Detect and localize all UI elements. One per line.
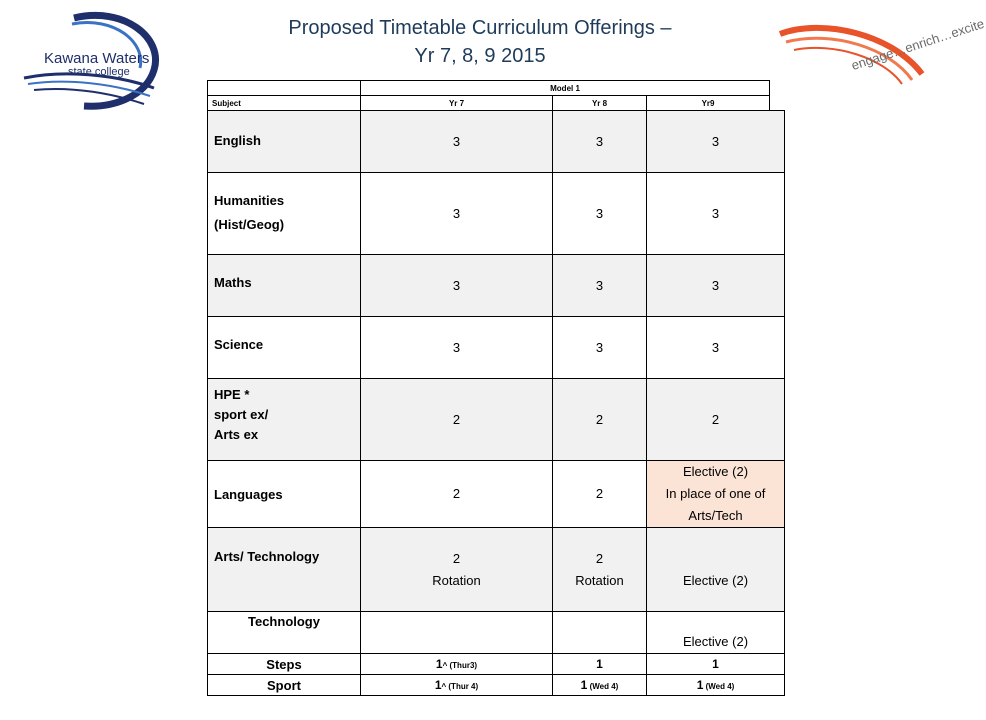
yr9-cell: 3 <box>647 255 785 317</box>
yr7-cell: 1^ (Thur 4) <box>361 675 553 696</box>
table-row <box>208 654 785 675</box>
subject-cell: HPE * sport ex/ Arts ex <box>208 379 361 461</box>
yr7-cell: 3 <box>361 255 553 317</box>
subject-cell: Humanities (Hist/Geog) <box>208 173 361 255</box>
table-row <box>208 173 785 255</box>
yr7-cell: 2 Rotation <box>361 528 553 612</box>
yr9-cell: 3 <box>647 111 785 173</box>
subject-cell: English <box>208 111 361 173</box>
subject-cell: Sport <box>208 675 361 696</box>
yr8-cell: 3 <box>553 111 647 173</box>
table-row <box>208 675 785 696</box>
yr8-cell: 1 <box>553 654 647 675</box>
yr8-cell: 3 <box>553 255 647 317</box>
subject-cell: Maths <box>208 255 361 317</box>
yr8-cell: 2 Rotation <box>553 528 647 612</box>
subject-cell: Steps <box>208 654 361 675</box>
yr9-cell: 1 (Wed 4) <box>647 675 785 696</box>
yr7-cell: 3 <box>361 111 553 173</box>
yr8-cell: 2 <box>553 461 647 528</box>
yr9-cell: 1 <box>647 654 785 675</box>
subject-cell: Languages <box>208 461 361 528</box>
subject-cell: Science <box>208 317 361 379</box>
yr7-cell: 3 <box>361 173 553 255</box>
yr7-cell <box>361 612 553 654</box>
table-row <box>208 528 785 612</box>
title-line-1: Proposed Timetable Curriculum Offerings – <box>288 17 672 39</box>
model-label: Model 1 <box>361 81 770 96</box>
title-line-2: Yr 7, 8, 9 2015 <box>414 45 546 67</box>
table-row <box>208 612 785 654</box>
yr8-cell: 2 <box>553 379 647 461</box>
yr9-cell: 2 <box>647 379 785 461</box>
yr7-cell: 2 <box>361 379 553 461</box>
yr9-cell: Elective (2) In place of one of Arts/Tech <box>647 461 785 528</box>
kawana-waters-logo <box>14 8 164 112</box>
logo-subtitle: state college <box>68 66 130 78</box>
yr9-cell: 3 <box>647 317 785 379</box>
yr8-cell: 3 <box>553 317 647 379</box>
timetable <box>207 80 785 696</box>
header-yr9: Yr9 <box>647 96 770 111</box>
table-row <box>208 111 785 173</box>
subject-cell: Arts/ Technology <box>208 528 361 612</box>
header-subject: Subject <box>208 96 361 111</box>
table-row <box>208 317 785 379</box>
yr7-cell: 2 <box>361 461 553 528</box>
yr8-cell: 3 <box>553 173 647 255</box>
model-row <box>208 81 785 96</box>
header-yr7: Yr 7 <box>361 96 553 111</box>
header-yr8: Yr 8 <box>553 96 647 111</box>
table-row <box>208 461 785 528</box>
tagline: engage…enrich…excite <box>849 15 986 74</box>
header-row <box>208 96 785 111</box>
subject-cell: Technology <box>208 612 361 654</box>
yr9-cell: 3 <box>647 173 785 255</box>
yr9-cell: Elective (2) <box>647 528 785 612</box>
table-row <box>208 379 785 461</box>
yr7-cell: 1^ (Thur3) <box>361 654 553 675</box>
yr9-cell: Elective (2) <box>647 612 785 654</box>
engage-enrich-excite-logo <box>772 14 986 124</box>
yr8-cell <box>553 612 647 654</box>
logo-name: Kawana Waters <box>44 50 150 67</box>
table-row <box>208 255 785 317</box>
yr7-cell: 3 <box>361 317 553 379</box>
yr8-cell: 1 (Wed 4) <box>553 675 647 696</box>
page-title <box>200 14 760 70</box>
